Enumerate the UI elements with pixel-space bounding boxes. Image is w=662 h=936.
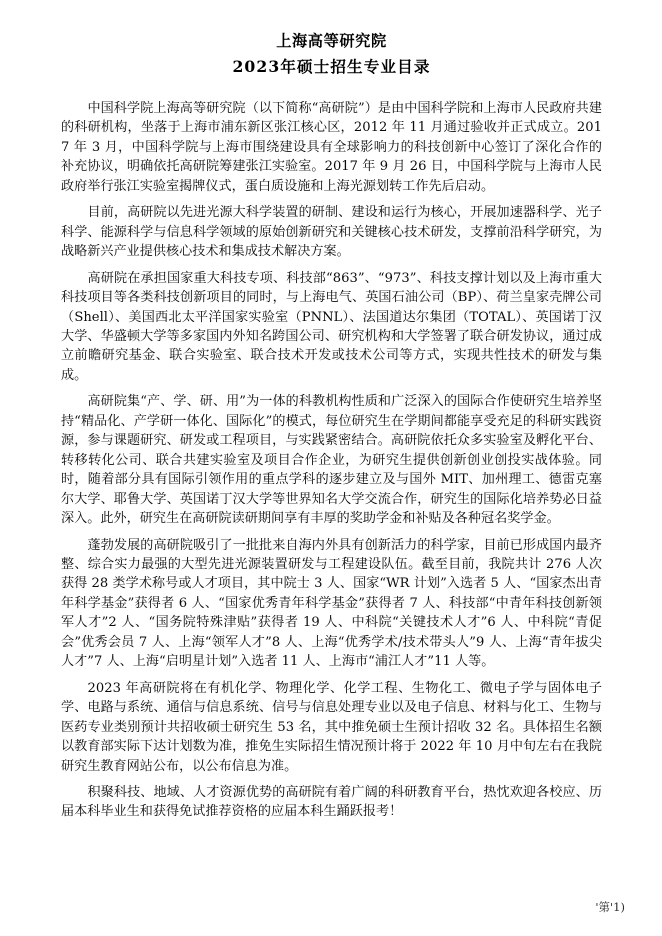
document-paragraphs xyxy=(61,99,602,822)
paragraph-2023-admissions: 2023 年高研院将在有机化学、物理化学、化学工程、生物化工、微电子学与固体电子学、电路与系统、通信与信息系统、信号与信息处理专业以及电子信息、材料与化工、生物与医药专业类别预计共招收硕士研究生 53 名，其中推免硕士生预计招收 32 名。具体招生名额以教育部实际下达计划数为准，推免生实际招生情况预计将于 2022 年 10 月中旬左右在我院研究生教育网站公布，以公布信息为准。 xyxy=(61,680,602,774)
document-body xyxy=(61,0,602,822)
paragraph-research-focus: 目前，高研院以先进光源大科学装置的研制、建设和运行为核心，开展加速器科学、光子科学、能源科学与信息科学领域的原始创新研究和关键核心技术研发，支撑前沿科学研究，为战略新兴产业提供核心技术和集成技术解决方案。 xyxy=(61,205,602,260)
page-title: 上海高等研究院 xyxy=(276,32,387,50)
paragraph-industry-partnerships: 高研院在承担国家重大科技专项、科技部“863”、“973”、科技支撑计划以及上海市重大科技项目等各类科技创新项目的同时，与上海电气、英国石油公司（BP）、荷兰皇家壳牌公司（Shell）、美国西北太平洋国家实验室（PNNL）、法国道达尔集团（TOTAL）、英国诺丁汉大学、华盛顿大学等多家国内外知名跨国公司、研究机构和大学签署了联合研发协议，通过成立前瞻研究基金、联合实验室、联合技术开发或技术公司等方式，实现共性技术的研发与集成。 xyxy=(61,270,602,383)
paragraph-talent-statistics: 蓬勃发展的高研院吸引了一批批来自海内外具有创新活力的科学家，目前已形成国内最齐整、综合实力最强的大型先进光源装置研发与工程建设队伍。截至目前，我院共计 276 人次获得 28 类学术称号或人才项目，其中院士 3 人、国家“WR 计划”入选者 5 人、“国家杰出青年科学基金”获得者 6 人、“国家优秀青年科学基金”获得者 7 人、科技部“中青年科技创新领军人才”2 人、“国务院特殊津贴”获得者 19 人、中科院“关键技术人才”6 人、中科院“青促会”优秀会员 7 人、上海“领军人才”8 人、上海“优秀学术/技术带头人”9 人、上海“青年拔尖人才”7 人、上海“启明星计划”入选者 11 人、上海市“浦江人才”11 人等。 xyxy=(61,537,602,670)
page-subtitle: 2023年硕士招生专业目录 xyxy=(232,57,431,76)
paragraph-graduate-training: 高研院集“产、学、研、用”为一体的科教机构性质和广泛深入的国际合作使研究生培养坚持“精品化、产学研一体化、国际化”的模式，每位研究生在学期间都能享受充足的科研实践资源，参与课题研究、研发或工程项目，与实践紧密结合。高研院依托众多实验室及孵化平台、转移转化公司、联合共建实验室及项目合作企业，为研究生提供创新创业创投实战体验。同时，随着部分具有国际引领作用的重点学科的逐步建立及与国外 MIT、加州理工、德雷克塞尔大学、耶鲁大学、英国诺丁汉大学等世界知名大学交流合作，研究生的国际化培养势必日益深入。此外，研究生在高研院读研期间享有丰厚的奖助学金和补贴及各种冠名奖学金。 xyxy=(61,394,602,527)
paragraph-institute-overview: 中国科学院上海高等研究院（以下简称“高研院”）是由中国科学院和上海市人民政府共建的科研机构，坐落于上海市浦东新区张江核心区，2012 年 11 月通过验收并正式成立。2017 年 3 月，中国科学院与上海市围绕建设具有全球影响力的科技创新中心签订了深化合作的补充协议，明确依托高研院筹建张江实验室。2017 年 9 月 26 日，中国科学院与上海市人民政府举行张江实验室揭牌仪式，蛋白质设施和上海光源划转工作先后启动。 xyxy=(61,101,602,194)
paragraph-closing-invitation: 积聚科技、地域、人才资源优势的高研院有着广阔的科研教育平台，热忱欢迎各校应、历届本科毕业生和获得免试推荐资格的应届本科生踊跃报考！ xyxy=(61,784,602,820)
page-number-footer: '第'1) xyxy=(595,900,625,914)
document-title-block xyxy=(61,0,602,79)
